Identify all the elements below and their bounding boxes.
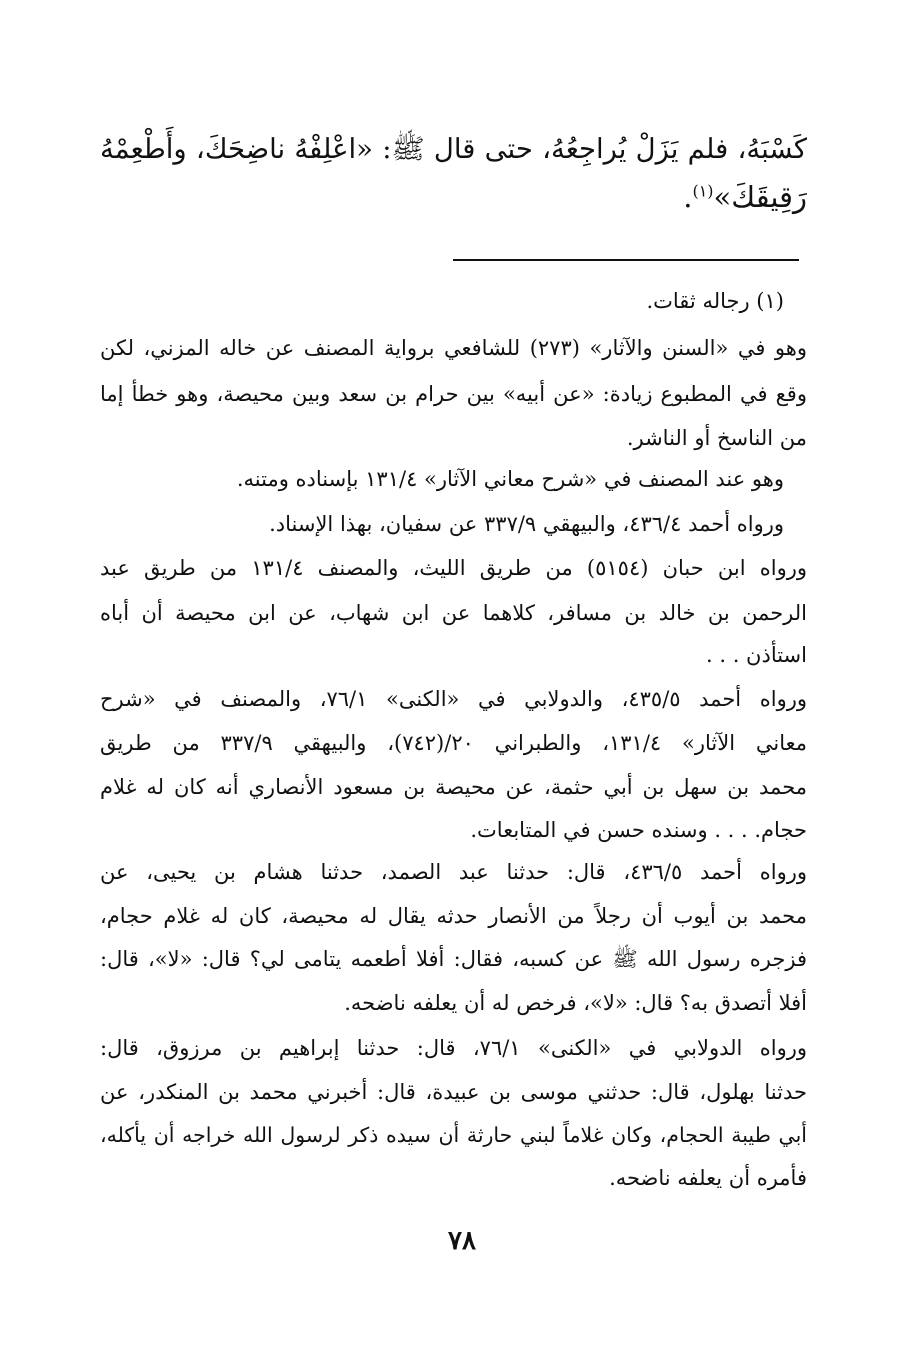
main-text-line-2: رَقِيقَكَ»$^{(١)}$. xyxy=(683,180,807,214)
footnote-line-7: ورواه ابن حبان (٥١٥٤) من طريق الليث، والمصنف ١٣١/٤ من طريق عبد xyxy=(100,556,807,580)
footnote-line-4: من الناسخ أو الناشر. xyxy=(626,426,807,450)
footnote-line-8: الرحمن بن خالد بن مسافر، كلاهما عن ابن شهاب، عن ابن محيصة أن أباه xyxy=(100,601,807,625)
footnote-reference: (١) xyxy=(692,181,714,201)
main-text-line-1: كَسْبَهُ، فلم يَزَلْ يُراجِعُهُ، حتى قال ﷺ: «اعْلِفْهُ ناضِحَكَ، وأَطْعِمْهُ xyxy=(100,133,807,165)
footnote-line-1: (١) رجاله ثقات. xyxy=(646,289,784,313)
page-number: ٧٨ xyxy=(448,1226,476,1256)
footnote-line-6: ورواه أحمد ٤٣٦/٤، والبيهقي ٣٣٧/٩ عن سفيان، بهذا الإسناد. xyxy=(269,512,784,536)
footnote-line-5: وهو عند المصنف في «شرح معاني الآثار» ١٣١/٤ بإسناده ومتنه. xyxy=(236,467,784,491)
footnote-line-20: أبي طيبة الحجام، وكان غلاماً لبني حارثة أن سيده ذكر لرسول الله خراجه أن يأكله، xyxy=(100,1123,807,1147)
footnote-line-9: استأذن . . . xyxy=(706,643,807,667)
footnote-line-18: ورواه الدولابي في «الكنى» ٧٦/١، قال: حدثنا إبراهيم بن مرزوق، قال: xyxy=(100,1036,807,1060)
footnote-line-3: وقع في المطبوع زيادة: «عن أبيه» بين حرام بن سعد وبين محيصة، وهو خطأ إما xyxy=(100,382,807,406)
footnote-line-17: أفلا أتصدق به؟ قال: «لا»، فرخص له أن يعلفه ناضحه. xyxy=(344,991,807,1015)
footnote-line-2: وهو في «السنن والآثار» (٢٧٣) للشافعي برواية المصنف عن خاله المزني، لكن xyxy=(100,336,807,360)
main-text-line-2-text: رَقِيقَكَ» xyxy=(713,180,807,214)
footnote-line-11: معاني الآثار» ١٣١/٤، والطبراني ٢٠/(٧٤٢)، والبيهقي ٣٣٧/٩ من طريق xyxy=(100,731,807,755)
footnote-separator xyxy=(453,259,799,261)
footnote-line-21: فأمره أن يعلفه ناضحه. xyxy=(609,1166,807,1190)
footnote-line-19: حدثنا بهلول، قال: حدثني موسى بن عبيدة، قال: أخبرني محمد بن المنكدر، عن xyxy=(100,1080,807,1104)
footnote-line-12: محمد بن سهل بن أبي حثمة، عن محيصة بن مسعود الأنصاري أنه كان له غلام xyxy=(100,775,807,799)
footnote-line-15: محمد بن أيوب أن رجلاً من الأنصار حدثه يقال له محيصة، كان له غلام حجام، xyxy=(100,904,807,928)
footnote-line-13: حجام. . . . وسنده حسن في المتابعات. xyxy=(470,818,807,842)
footnote-line-14: ورواه أحمد ٤٣٦/٥، قال: حدثنا عبد الصمد، حدثنا هشام بن يحيى، عن xyxy=(100,860,807,884)
footnote-line-16: فزجره رسول الله ﷺ عن كسبه، فقال: أفلا أطعمه يتامى لي؟ قال: «لا»، قال: xyxy=(100,947,807,971)
footnote-line-10: ورواه أحمد ٤٣٥/٥، والدولابي في «الكنى» ٧٦/١، والمصنف في «شرح xyxy=(100,687,807,711)
